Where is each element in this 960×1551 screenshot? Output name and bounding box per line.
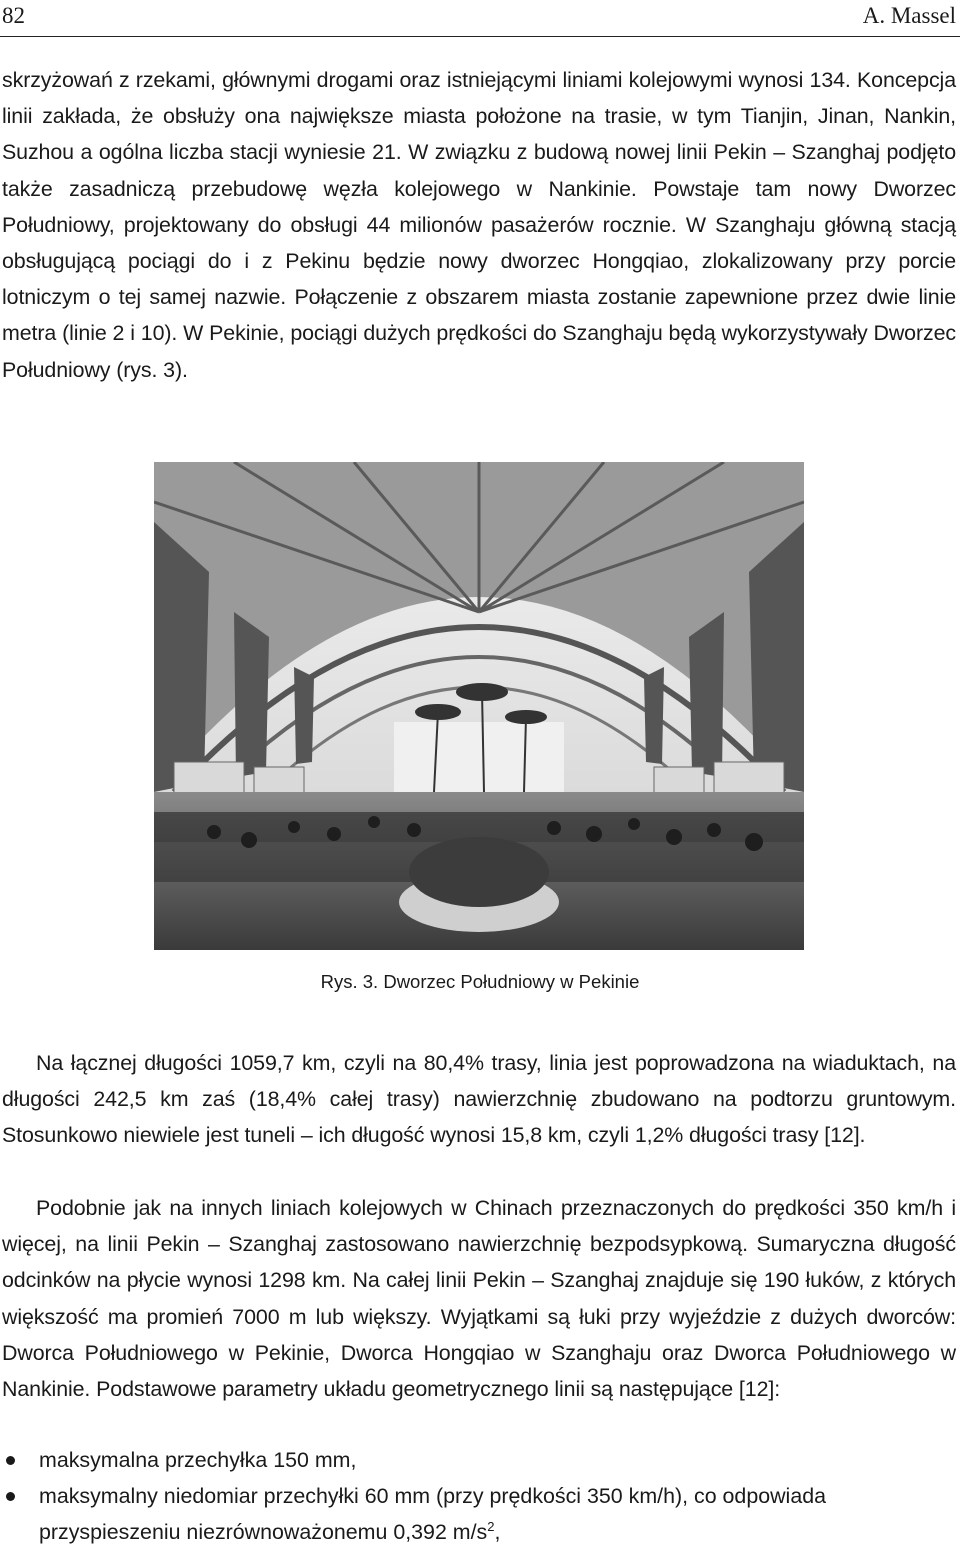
paragraph-intro: skrzyżowań z rzekami, głównymi drogami oraz istniejącymi liniami kolejowymi wynosi 134. Koncepcja linii zakłada, że obsłuży ona największe miasta położone na trasie, w tym Tianjin, Jinan, Nankin, Suzhou a ogólna liczba stacji wyniesie 21. W związku z budową nowej linii Pekin – Szanghaj podjęto także zasadniczą przebudowę węzła kolejowego w Nankinie. Powstaje tam nowy Dworzec Południowy, projektowany do obsługi 44 milionów pasażerów rocznie. W Szanghaju główną stacją obsługującą pociągi do i z Pekinu będzie nowy dworzec Hongqiao, zlokalizowany przy porcie lotniczym o tej samej nazwie. Połączenie z obszarem miasta zostanie zapewnione przez dwie linie metra (linie 2 i 10). W Pekinie, pociągi dużych prędkości do Szanghaju będą wykorzystywały Dworzec Południowy (rys. 3). [2, 68, 956, 382]
station-hall-illustration [154, 462, 804, 950]
paragraph-track-parameters: Podobnie jak na innych liniach kolejowych w Chinach przeznaczonych do prędkości 350 km/h i więcej, na linii Pekin – Szanghaj zastosowano nawierzchnię bezpodsypkową. Sumaryczna długość odcinków na płycie wynosi 1298 km. Na całej linii Pekin – Szanghaj znajduje się 190 łuków, z których większość ma promień 7000 m lub większy. Wyjątkami są łuki przy wyjeździe z dużych dworców: Dworca Południowego w Pekinie, Dworca Hongqiao w Szanghaju oraz Dworca Południowego w Nankinie. Podstawowe parametry układu geometrycznego linii są następujące [12]: [2, 1196, 956, 1402]
list-item-text: maksymalna przechyłka 150 mm, [39, 1448, 357, 1472]
paragraph-length-stats: Na łącznej długości 1059,7 km, czyli na 80,4% trasy, linia jest poprowadzona na wiaduktach, na długości 242,5 km zaś (18,4% całej trasy) nawierzchnię zbudowano na podtorzu gruntowym. Stosunkowo niewiele jest tuneli – ich długość wynosi 15,8 km, czyli 1,2% długości trasy [12]. [2, 1051, 956, 1148]
list-item [2, 1478, 956, 1550]
page-header [0, 0, 960, 37]
list-item-punctuation: , [494, 1520, 501, 1545]
page-number: 82 [2, 3, 25, 28]
superscript-exponent: 2 [487, 1519, 495, 1535]
running-head-author: A. Massel [862, 3, 956, 28]
list-item [2, 1442, 956, 1478]
parameters-list [2, 1442, 956, 1551]
bullet-icon [6, 1456, 15, 1465]
list-item-text: maksymalny niedomiar przechyłki 60 mm (przy prędkości 350 km/h), co odpowiada przyspieszeniu niezrównoważonemu 0,392 m/s [39, 1484, 827, 1545]
figure-station-photo [154, 462, 804, 950]
figure-caption: Rys. 3. Dworzec Południowy w Pekinie [320, 971, 640, 992]
bullet-icon [6, 1492, 15, 1501]
